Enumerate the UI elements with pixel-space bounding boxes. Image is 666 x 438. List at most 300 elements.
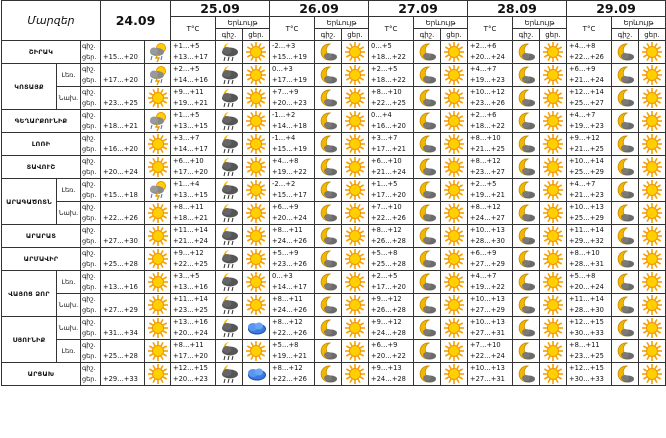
- day-night-labels: [81, 202, 101, 225]
- temp-cell: [468, 110, 513, 133]
- temp-cell: [369, 294, 414, 317]
- day-night-labels: [81, 133, 101, 156]
- moon-cloud-icon: [414, 110, 441, 133]
- date-header-5: 28.09: [468, 1, 567, 17]
- sun-icon: [639, 41, 666, 64]
- phenomena-header: Երևույթ: [414, 17, 468, 29]
- night-temp: [103, 340, 144, 351]
- night-temp: +11…+14: [173, 295, 208, 303]
- sun-icon: [342, 340, 369, 363]
- sun-icon: [342, 64, 369, 87]
- sun-icon: [639, 340, 666, 363]
- night-label: գիշ.: [82, 341, 96, 349]
- region-row: [2, 271, 666, 294]
- sun-icon: [145, 294, 171, 317]
- night-temp: [103, 179, 144, 190]
- night-temp: +1…+5: [173, 42, 200, 50]
- moon-cloud-icon: [414, 64, 441, 87]
- sun-icon: [342, 156, 369, 179]
- region-row: [2, 340, 666, 363]
- day-temp: +13…+16: [173, 283, 208, 291]
- night-temp: [103, 87, 144, 98]
- temp-cell: [101, 248, 145, 271]
- night-temp: +1…+5: [173, 111, 200, 119]
- day-temp: +20…+23: [173, 375, 208, 383]
- thunderstorm-icon: [145, 179, 171, 202]
- day-label: ցեր.: [82, 191, 97, 199]
- day-temp: +31…+34: [103, 329, 138, 337]
- region-row: [2, 156, 666, 179]
- temp-cell: [369, 363, 414, 386]
- temp-cell: [270, 294, 315, 317]
- rain-cloud-icon: [216, 156, 243, 179]
- night-temp: +6…+10: [173, 157, 204, 165]
- moon-cloud-icon: [513, 340, 540, 363]
- night-label: գիշ.: [82, 272, 96, 280]
- temp-cell: [567, 317, 612, 340]
- temp-cell: [369, 271, 414, 294]
- temp-cell: [101, 156, 145, 179]
- day-label: ցեր.: [82, 329, 97, 337]
- night-temp: +8…+11: [272, 226, 303, 234]
- night-temp: +12…+14: [569, 88, 604, 96]
- day-temp: +30…+33: [569, 375, 604, 383]
- moon-cloud-icon: [414, 363, 441, 386]
- rain-cloud-icon: [216, 133, 243, 156]
- day-temp: +24…+27: [470, 214, 505, 222]
- day-temp: +20…+24: [470, 53, 505, 61]
- day-night-labels: [81, 271, 101, 294]
- temp-cell: [270, 87, 315, 110]
- moon-cloud-icon: [315, 64, 342, 87]
- moon-cloud-icon: [315, 294, 342, 317]
- night-label: գիշ.: [82, 318, 96, 326]
- sun-icon: [145, 156, 171, 179]
- moon-cloud-icon: [513, 41, 540, 64]
- moon-cloud-icon: [315, 133, 342, 156]
- night-temp: +7…+10: [470, 341, 501, 349]
- sun-icon: [342, 202, 369, 225]
- night-temp: +4…+7: [569, 180, 596, 188]
- night-label: գիշ.: [82, 180, 96, 188]
- temp-cell: [171, 202, 216, 225]
- day-temp: +20…+24: [569, 283, 604, 291]
- moon-cloud-icon: [513, 248, 540, 271]
- moon-cloud-icon: [513, 156, 540, 179]
- region-row: [2, 294, 666, 317]
- rain-cloud-icon: [216, 179, 243, 202]
- sun-icon: [540, 363, 567, 386]
- night-label: գիշ.: [82, 295, 96, 303]
- temp-cell: [270, 225, 315, 248]
- day-temp: +16…+20: [371, 122, 406, 130]
- day-label: ցեր.: [82, 260, 97, 268]
- day-temp: +24…+28: [371, 329, 406, 337]
- day-night-labels: [81, 110, 101, 133]
- night-temp: [103, 64, 144, 75]
- moon-cloud-icon: [414, 133, 441, 156]
- temp-cell: [270, 156, 315, 179]
- night-temp: 0…+5: [371, 42, 392, 50]
- day-temp: +23…+27: [470, 168, 505, 176]
- sun-icon: [441, 294, 468, 317]
- night-temp: +2…+5: [371, 65, 398, 73]
- subregion-name: Նախ.: [57, 317, 81, 340]
- night-label: գիշ.: [82, 203, 96, 211]
- sun-icon: [540, 271, 567, 294]
- day-temp: +14…+18: [272, 122, 307, 130]
- date-header-6: 29.09: [567, 1, 666, 17]
- night-temp: +6…+10: [371, 157, 402, 165]
- sun-icon: [145, 363, 171, 386]
- night-temp: +6…+9: [272, 203, 299, 211]
- sun-icon: [540, 317, 567, 340]
- temp-cell: [171, 340, 216, 363]
- temp-cell: [101, 340, 145, 363]
- day-temp: +29…+33: [103, 375, 138, 383]
- sun-icon: [342, 87, 369, 110]
- temp-cell: [468, 156, 513, 179]
- sun-icon: [145, 87, 171, 110]
- temp-cell: [468, 248, 513, 271]
- region-row: [2, 317, 666, 340]
- day-temp: +23…+26: [272, 260, 307, 268]
- day-temp: +25…+28: [371, 260, 406, 268]
- night-header: գիշ.: [414, 29, 441, 41]
- day-label: ցեր.: [82, 53, 97, 61]
- sun-icon: [540, 225, 567, 248]
- sun-icon: [342, 363, 369, 386]
- rain-cloud-icon: [216, 363, 243, 386]
- date-header-1: 24.09: [101, 1, 171, 41]
- moon-cloud-icon: [414, 294, 441, 317]
- night-temp: [103, 271, 144, 282]
- day-temp: +21…+23: [569, 191, 604, 199]
- temp-cell: [101, 294, 145, 317]
- day-temp: +28…+30: [470, 237, 505, 245]
- moon-cloud-icon: [315, 363, 342, 386]
- day-temp: +14…+17: [272, 283, 307, 291]
- sun-icon: [441, 179, 468, 202]
- moon-cloud-icon: [414, 179, 441, 202]
- sun-icon: [243, 156, 270, 179]
- night-temp: +13…+16: [173, 318, 208, 326]
- day-temp: +22…+26: [569, 53, 604, 61]
- temp-cell: [567, 248, 612, 271]
- day-night-labels: [81, 294, 101, 317]
- temp-cell: [171, 41, 216, 64]
- moon-cloud-icon: [315, 340, 342, 363]
- night-label: գիշ.: [82, 88, 96, 96]
- moon-cloud-icon: [612, 271, 639, 294]
- region-name: ՎԱՅՈՑ ՁՈՐ: [2, 271, 57, 317]
- day-label: ցեր.: [82, 214, 97, 222]
- temp-cell: [369, 133, 414, 156]
- temp-cell: [101, 179, 145, 202]
- night-temp: +6…+9: [470, 249, 497, 257]
- day-temp: +28…+30: [569, 306, 604, 314]
- night-temp: +10…+13: [569, 203, 604, 211]
- temp-header: T°C: [171, 17, 216, 41]
- region-row: [2, 110, 666, 133]
- day-temp: +24…+26: [272, 237, 307, 245]
- temp-cell: [369, 156, 414, 179]
- region-name: ԱՐՄԱՎԻՐ: [2, 248, 81, 271]
- sun-icon: [441, 248, 468, 271]
- day-temp: +23…+25: [103, 99, 138, 107]
- night-header: գիշ.: [513, 29, 540, 41]
- day-temp: +18…+22: [371, 53, 406, 61]
- temp-cell: [270, 248, 315, 271]
- region-name: ԱՐԱՐԱՏ: [2, 225, 81, 248]
- night-temp: +8…+10: [569, 249, 600, 257]
- temp-cell: [567, 64, 612, 87]
- day-night-labels: [81, 179, 101, 202]
- night-temp: [103, 110, 144, 121]
- day-temp: +19…+22: [272, 168, 307, 176]
- sun-icon: [441, 41, 468, 64]
- rain-cloud-icon: [216, 87, 243, 110]
- temp-cell: [468, 179, 513, 202]
- night-temp: +9…+12: [371, 318, 402, 326]
- day-night-labels: [81, 363, 101, 386]
- temp-cell: [270, 271, 315, 294]
- sun-icon: [639, 179, 666, 202]
- sun-icon: [540, 294, 567, 317]
- sun-icon: [342, 179, 369, 202]
- moon-cloud-icon: [315, 156, 342, 179]
- night-temp: +9…+12: [371, 295, 402, 303]
- day-temp: +19…+22: [470, 283, 505, 291]
- day-temp: +22…+26: [103, 214, 138, 222]
- temp-cell: [101, 87, 145, 110]
- sun-icon: [243, 87, 270, 110]
- temp-cell: [468, 64, 513, 87]
- day-night-labels: [81, 317, 101, 340]
- sun-icon: [639, 317, 666, 340]
- temp-cell: [468, 363, 513, 386]
- moon-cloud-icon: [414, 41, 441, 64]
- day-header: ցեր.: [639, 29, 666, 41]
- night-temp: 0…+3: [272, 65, 293, 73]
- sun-icon: [639, 294, 666, 317]
- night-label: գիշ.: [82, 226, 96, 234]
- day-temp: +18…+21: [103, 122, 138, 130]
- sun-icon: [639, 248, 666, 271]
- day-temp: +19…+21: [272, 352, 307, 360]
- moon-cloud-icon: [513, 64, 540, 87]
- rain-cloud-icon: [216, 225, 243, 248]
- moon-cloud-icon: [513, 179, 540, 202]
- night-temp: +5…+8: [569, 272, 596, 280]
- cloud-icon: [243, 317, 270, 340]
- temp-cell: [171, 110, 216, 133]
- day-label: ցեր.: [82, 283, 97, 291]
- rain-cloud-icon: [216, 110, 243, 133]
- sun-icon: [540, 133, 567, 156]
- rain-cloud-icon: [216, 317, 243, 340]
- day-temp: +16…+20: [103, 145, 138, 153]
- temp-cell: [369, 248, 414, 271]
- sun-icon: [441, 202, 468, 225]
- night-temp: +2…+5: [173, 65, 200, 73]
- moon-cloud-icon: [612, 340, 639, 363]
- temp-cell: [101, 64, 145, 87]
- temp-cell: [369, 179, 414, 202]
- night-temp: +2…+6: [470, 111, 497, 119]
- moon-cloud-icon: [315, 225, 342, 248]
- temp-header: T°C: [369, 17, 414, 41]
- day-temp: +27…+30: [103, 237, 138, 245]
- region-row: [2, 64, 666, 87]
- temp-cell: [101, 202, 145, 225]
- sun-icon: [441, 156, 468, 179]
- temp-cell: [270, 179, 315, 202]
- night-temp: +11…+14: [173, 226, 208, 234]
- region-row: [2, 41, 666, 64]
- day-temp: +27…+31: [470, 329, 505, 337]
- day-label: ցեր.: [82, 99, 97, 107]
- day-night-labels: [81, 225, 101, 248]
- night-temp: +8…+12: [371, 226, 402, 234]
- sun-icon: [441, 64, 468, 87]
- day-night-labels: [81, 64, 101, 87]
- day-temp: +15…+19: [272, 145, 307, 153]
- day-temp: +22…+24: [470, 352, 505, 360]
- temp-cell: [468, 87, 513, 110]
- sun-icon: [342, 248, 369, 271]
- sun-icon: [342, 317, 369, 340]
- day-temp: +19…+23: [569, 122, 604, 130]
- day-temp: +20…+24: [173, 329, 208, 337]
- sun-icon: [145, 271, 171, 294]
- temp-cell: [369, 87, 414, 110]
- temp-cell: [567, 340, 612, 363]
- sun-icon: [639, 110, 666, 133]
- night-temp: [103, 156, 144, 167]
- night-temp: 0…+3: [272, 272, 293, 280]
- day-temp: +19…+21: [173, 99, 208, 107]
- moon-cloud-icon: [315, 179, 342, 202]
- temp-cell: [369, 340, 414, 363]
- day-temp: +17…+20: [103, 76, 138, 84]
- night-temp: -1…+2: [272, 111, 296, 119]
- moon-cloud-icon: [414, 248, 441, 271]
- temp-cell: [468, 225, 513, 248]
- moon-cloud-icon: [414, 271, 441, 294]
- day-label: ցեր.: [82, 168, 97, 176]
- night-label: գիշ.: [82, 134, 96, 142]
- night-temp: +8…+12: [470, 157, 501, 165]
- temp-cell: [369, 64, 414, 87]
- night-temp: +7…+10: [371, 203, 402, 211]
- night-temp: +11…+14: [569, 295, 604, 303]
- night-temp: +5…+9: [272, 249, 299, 257]
- sun-icon: [441, 363, 468, 386]
- day-temp: +23…+25: [173, 306, 208, 314]
- day-temp: +15…+20: [103, 53, 138, 61]
- sun-icon: [243, 294, 270, 317]
- sun-icon: [441, 133, 468, 156]
- moon-cloud-icon: [315, 110, 342, 133]
- moon-cloud-icon: [513, 202, 540, 225]
- temp-cell: [270, 317, 315, 340]
- temp-cell: [567, 133, 612, 156]
- temp-cell: [101, 110, 145, 133]
- thunderstorm-icon: [145, 41, 171, 64]
- subregion-name: Լեռ.: [57, 340, 81, 363]
- sun-icon: [243, 110, 270, 133]
- moon-cloud-icon: [612, 87, 639, 110]
- rain-cloud-icon: [216, 202, 243, 225]
- moon-cloud-icon: [414, 156, 441, 179]
- temp-cell: [270, 363, 315, 386]
- day-temp: +25…+29: [569, 168, 604, 176]
- temp-cell: [101, 363, 145, 386]
- night-temp: +8…+10: [470, 134, 501, 142]
- day-temp: +20…+24: [103, 168, 138, 176]
- day-temp: +21…+24: [371, 168, 406, 176]
- moon-cloud-icon: [513, 110, 540, 133]
- sun-icon: [243, 41, 270, 64]
- subregion-name: Նախ.: [57, 294, 81, 317]
- sun-icon: [639, 64, 666, 87]
- moon-cloud-icon: [315, 248, 342, 271]
- night-temp: +10…+13: [470, 226, 505, 234]
- sun-icon: [243, 271, 270, 294]
- night-temp: +5…+8: [371, 249, 398, 257]
- date-header-4: 27.09: [369, 1, 468, 17]
- day-temp: +18…+22: [470, 122, 505, 130]
- sun-icon: [342, 110, 369, 133]
- day-temp: +13…+17: [173, 53, 208, 61]
- moon-cloud-icon: [315, 317, 342, 340]
- day-temp: +22…+25: [371, 99, 406, 107]
- moon-cloud-icon: [315, 41, 342, 64]
- sun-icon: [243, 340, 270, 363]
- day-temp: +24…+28: [371, 375, 406, 383]
- moon-cloud-icon: [315, 271, 342, 294]
- day-temp: +21…+24: [173, 237, 208, 245]
- day-temp: +15…+17: [272, 191, 307, 199]
- sun-icon: [441, 87, 468, 110]
- temp-cell: [171, 64, 216, 87]
- temp-cell: [101, 271, 145, 294]
- moon-cloud-icon: [513, 363, 540, 386]
- temp-cell: [468, 271, 513, 294]
- temp-cell: [270, 133, 315, 156]
- sun-icon: [639, 271, 666, 294]
- temp-cell: [468, 41, 513, 64]
- day-label: ցեր.: [82, 237, 97, 245]
- temp-cell: [468, 317, 513, 340]
- night-temp: +10…+12: [470, 88, 505, 96]
- temp-cell: [171, 317, 216, 340]
- day-label: ցեր.: [82, 122, 97, 130]
- temp-cell: [270, 340, 315, 363]
- temp-cell: [171, 225, 216, 248]
- temp-cell: [369, 110, 414, 133]
- day-temp: +23…+25: [569, 352, 604, 360]
- day-temp: +29…+32: [569, 237, 604, 245]
- sun-icon: [342, 271, 369, 294]
- day-temp: +22…+26: [272, 375, 307, 383]
- temp-cell: [369, 225, 414, 248]
- day-temp: +15…+19: [272, 53, 307, 61]
- moon-cloud-icon: [414, 87, 441, 110]
- night-temp: +9…+11: [173, 88, 204, 96]
- night-temp: [103, 202, 144, 213]
